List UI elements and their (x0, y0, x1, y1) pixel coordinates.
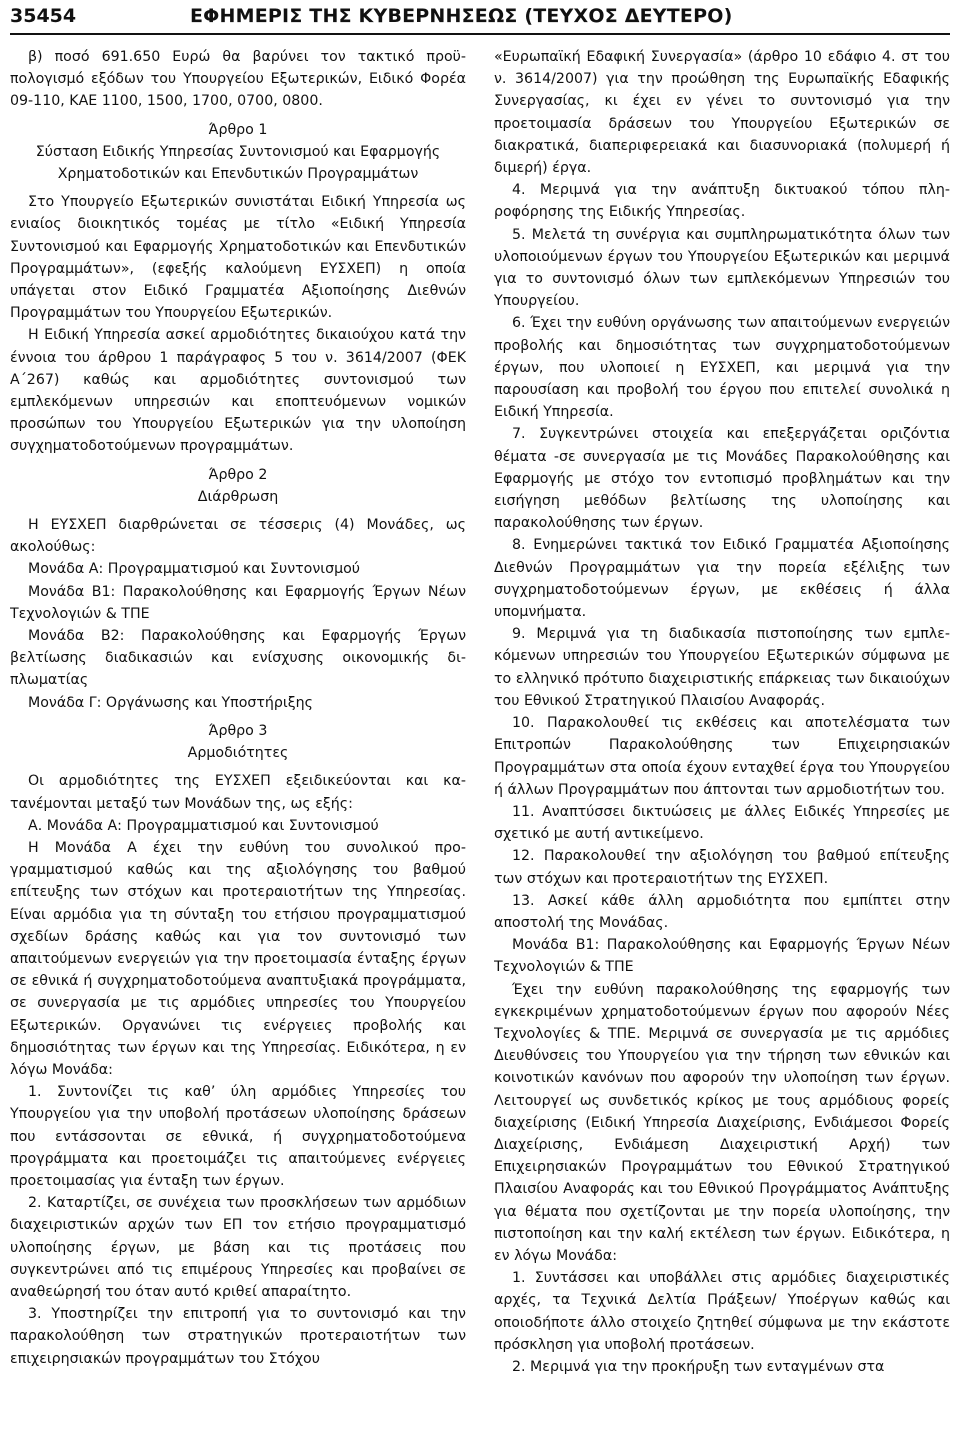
unit-b1: Μονάδα Β1: Παρακολούθησης και Εφαρμογής Έργων Νέων Τεχνολογιών & ΤΠΕ (10, 583, 466, 622)
list-item: 1. Συντάσσει και υποβάλλει στις αρμόδιες διαχειριστικές αρχές, τα Τεχνικά Δελτία Πράξεων/ Υποέργων καθώς και οποιοδήποτε άλλο στοιχείο ζητηθεί σύμφωνα με την εκάστοτε πρόσκληση για υποβολή προτάσεων. (494, 1270, 950, 1353)
unit-a: Μονάδα Α: Προγραμματισμού και Συντονισμού (28, 561, 360, 578)
unit-b1-paragraph: Έχει την ευθύνη παρακολούθησης της εφαρμογής των εγκεκριμένων χρηματοδοτούμενων έργων που αφορούν Νέες Τεχνολογίες & ΤΠΕ. Μεριμνά σε συνεργασία με τις αρμόδιες Διευθύνσεις του Υπουργείου για την τήρηση των εθνικών και κοινοτικών κανόνων που αφορούν την υλοποίηση των έργων. Λειτουργεί ως συνδετικός κρίκος με τους αρμόδιους φορείς διαχείρισης (Ειδική Υπηρεσία Διαχείρισης, Ενδιάμεσοι Φορείς Διαχείρισης, Ενδιάμεση Διαχειριστική Αρχή) των Επιχειρησιακών Προγραμμάτων του Εθνικού Στρατηγικού Πλαισίου Αναφοράς και του Εθνικού Προγράμματος Ανάπτυξης για θέματα που σχετίζονται με την πορεία υλοποίησης, την πιστοποίηση και την καλή εκτέλεση των έργων. Ειδικότερα, η εν λόγω Μονάδα: (494, 981, 950, 1264)
header-rule (10, 33, 950, 35)
list-item: 5. Μελετά τη συνέργια και συμπληρωματικότητα όλων των υλοποιούμενων έργων του Υπουργείου Εξωτερικών και μεριμνά για το συντονισμό όλων των εμπλεκόμενων Υπηρεσιών του Υπουργείου. (494, 226, 950, 310)
gazette-title: ΕΦΗΜΕΡΙΣ ΤΗΣ ΚΥΒΕΡΝΗΣΕΩΣ (ΤΕΥΧΟΣ ΔΕΥΤΕΡΟ) (190, 5, 733, 27)
unit-b1-heading: Μονάδα Β1: Παρακολούθησης και Εφαρμογής Έργων Νέων Τεχνολογιών & ΤΠΕ (494, 937, 950, 976)
list-item: 3. Υποστηρίζει την επιτροπή για το συντονισμό και την παρακολούθηση των στρατηγικών προτεραιοτήτων των επιχειρησιακών προγραμμάτων του Στόχου (10, 1306, 466, 1367)
article-3-paragraph: Οι αρμοδιότητες της ΕΥΣΧΕΠ εξειδικεύονται και κατανέμονται μεταξύ των Μονάδων της, ως εξής: (10, 773, 466, 812)
unit-b2: Μονάδα Β2: Παρακολούθησης και Εφαρμογής Έργων βελτίωσης διαδικασιών και ενίσχυσης οικονομικής διπλωματίας (10, 628, 466, 689)
list-item: 11. Αναπτύσσει δικτυώσεις με άλλες Ειδικές Υπηρεσίες με σχετικό με αυτή αντικείμενο. (494, 803, 950, 843)
article-3-unit-a: Α. Μονάδα Α: Προγραμματισμού και Συντονισμού (28, 817, 379, 834)
left-column (10, 46, 466, 1426)
list-item: 6. Έχει την ευθύνη οργάνωσης των απαιτούμενων ενεργειών προβολής και δημοσιότητας των συγχρηματοδοτούμενων έργων, που υλοποιεί η ΕΥΣΧΕΠ, και μεριμνά για την παρουσίαση και προβολή του έργου που επιτελεί συνολικά η Ειδική Υπηρεσία. (494, 315, 950, 421)
list-item: 2. Μεριμνά για την προκήρυξη των ενταγμένων στα (512, 1358, 885, 1375)
continued-paragraph: «Ευρωπαϊκή Εδαφική Συνεργασία» (άρθρο 10 εδάφιο 4. στ του ν. 3614/2007) για την προώθηση της Ευρωπαϊκής Εδαφικής Συνεργασίας, κι έχει εν γένει το συντονισμό για την προετοιμασία δράσεων του Υπουργείου Εξωτερικών σε διακρατικά, διαπεριφερειακά και διασυνοριακά (πολυμερή ή διμερή) έργα. (494, 49, 950, 177)
list-item: 8. Ενημερώνει τακτικά τον Ειδικό Γραμματέα Αξιοποίησης Διεθνών Προγραμμάτων για την πορεία εξέλιξης των συγχρηματοδοτούμενων έργων, με εκθέσεις ή άλλα υπομνήματα. (494, 537, 950, 621)
article-3-title: Άρθρο 3 (208, 722, 268, 739)
page-number: 35454 (10, 5, 77, 27)
article-2-title: Άρθρο 2 (208, 466, 268, 483)
list-item: 1. Συντονίζει τις καθ’ ύλη αρμόδιες Υπηρεσίες του Υπουργείου για την υποβολή προτάσεων υλοποίησης δράσεων που εντάσσονται σε εθνικά, ή συγχρηματοδοτούμενα προγράμματα και προετοιμάζει τις απαιτούμενες ενέργειες προετοιμασίας για ένταξη των έργων. (10, 1084, 466, 1189)
page-header (10, 2, 950, 34)
list-item: 13. Ασκεί κάθε άλλη αρμοδιότητα που εμπίπτει στην αποστολή της Μονάδας. (494, 892, 950, 931)
list-item: 2. Καταρτίζει, σε συνέχεια των προσκλήσεων των αρμόδιων διαχειριστικών αρχών των ΕΠ τον ετήσιο προγραμματισμό υλοποίησης έργων, με βάση και τις προτάσεις που συγκεντρώνει από τις επιμέρους Υπηρεσίες και προβαίνει σε αναθεώρησή του όταν αυτό κριθεί απαραίτητο. (10, 1195, 466, 1300)
article-2-heading: Διάρθρωση (197, 488, 279, 505)
list-item: 4. Μεριμνά για την ανάπτυξη δικτυακού τόπου πληροφόρησης της Ειδικής Υπηρεσίας. (494, 182, 950, 221)
list-item: 7. Συγκεντρώνει στοιχεία και επεξεργάζεται οριζόντια θέματα -σε συνεργασία με τις Μονάδες Παρακολούθησης και Εφαρμογής με στόχο τον εντοπισμό προβλημάτων και την εισήγηση μεθόδων βελτίωσης της υλοποίησης και παρακολούθησης των έργων. (494, 426, 950, 532)
budget-paragraph: β) ποσό 691.650 Ευρώ θα βαρύνει τον τακτικό προϋπολογισμό εξόδων του Υπουργείου Εξωτερικών, Ειδικό Φορέα 09-110, ΚΑΕ 1100, 1500, 1700, 0700, 0800. (10, 49, 466, 110)
article-1-heading: Σύσταση Ειδικής Υπηρεσίας Συντονισμού και Εφαρμογής Χρηματοδοτικών και Επενδυτικών Προγραμμάτων (35, 143, 441, 183)
article-2-paragraph: Η ΕΥΣΧΕΠ διαρθρώνεται σε τέσσερις (4) Μονάδες, ως ακολούθως: (10, 517, 466, 556)
right-column (494, 46, 950, 1426)
list-item: 10. Παρακολουθεί τις εκθέσεις και αποτελέσματα των Επιτροπών Παρακολούθησης των Επιχειρησιακών Προγραμμάτων στα οποία έχουν ενταχθεί έργα του Υπουργείου ή άλλων Προγραμμάτων που άπτονται των αρμοδιοτήτων του. (494, 715, 950, 798)
unit-g: Μονάδα Γ: Οργάνωσης και Υποστήριξης (28, 694, 313, 711)
list-item: 12. Παρακολουθεί την αξιολόγηση του βαθμού επίτευξης των στόχων και προτεραιοτήτων της ΕΥΣΧΕΠ. (494, 848, 950, 887)
article-1-paragraph-1: Στο Υπουργείο Εξωτερικών συνιστάται Ειδική Υπηρεσία ως ενιαίος διοικητικός τομέας με τίτλο «Ειδική Υπηρεσία Συντονισμού και Εφαρμογής Χρηματοδοτικών και Επενδυτικών Προγραμμάτων», (εφεξής καλούμενη ΕΥΣΧΕΠ) η οποία υπάγεται στον Ειδικό Γραμματέα Αξιοποίησης Διεθνών Προγραμμάτων του Υπουργείου Εξωτερικών. (10, 194, 466, 322)
article-1-title: Άρθρο 1 (208, 121, 268, 138)
article-1-paragraph-2: Η Ειδική Υπηρεσία ασκεί αρμοδιότητες δικαιούχου κατά την έννοια του άρθρου 1 παράγραφος 5 του ν. 3614/2007 (ΦΕΚ Α΄267) καθώς και αρμοδιότητες συντονισμού των εμπλεκόμενων υπηρεσιών και εποπτευόμενων νομικών προσώπων του Υπουργείου Εξωτερικών για την υλοποίηση συγχηματοδοτούμενων προγραμμάτων. (10, 327, 466, 455)
article-3-unit-a-paragraph: Η Μονάδα Α έχει την ευθύνη του συνολικού προγραμματισμού καθώς και της αξιολόγησης του βαθμού επίτευξης των στόχων και προτεραιοτήτων της Υπηρεσίας. Είναι αρμόδια για τη σύνταξη του ετήσιου προγραμματισμού σχεδίων δράσης καθώς και για τον συντονισμό των απαιτούμενων ενεργειών για την προετοιμασία ένταξης έργων σε εθνικά ή συγχρηματοδοτούμενα αναπτυξιακά προγράμματα, σε συνεργασία με τις αρμόδιες υπηρεσίες του Υπουργείου Εξωτερικών. Οργανώνει τις ενέργειες προβολής και δημοσιότητας των έργων και της Υπηρεσίας. Ειδικότερα, η εν λόγω Μονάδα: (10, 839, 466, 1078)
article-3-heading: Αρμοδιότητες (187, 745, 289, 762)
list-item: 9. Μεριμνά για τη διαδικασία πιστοποίησης των εμπλεκόμενων υπηρεσιών του Υπουργείου Εξωτερικών σύμφωνα με το ελληνικό πρότυπο διαχειριστικής επάρκειας των δικαιούχων του Εθνικού Στρατηγικού Πλαισίου Αναφοράς. (494, 626, 950, 709)
